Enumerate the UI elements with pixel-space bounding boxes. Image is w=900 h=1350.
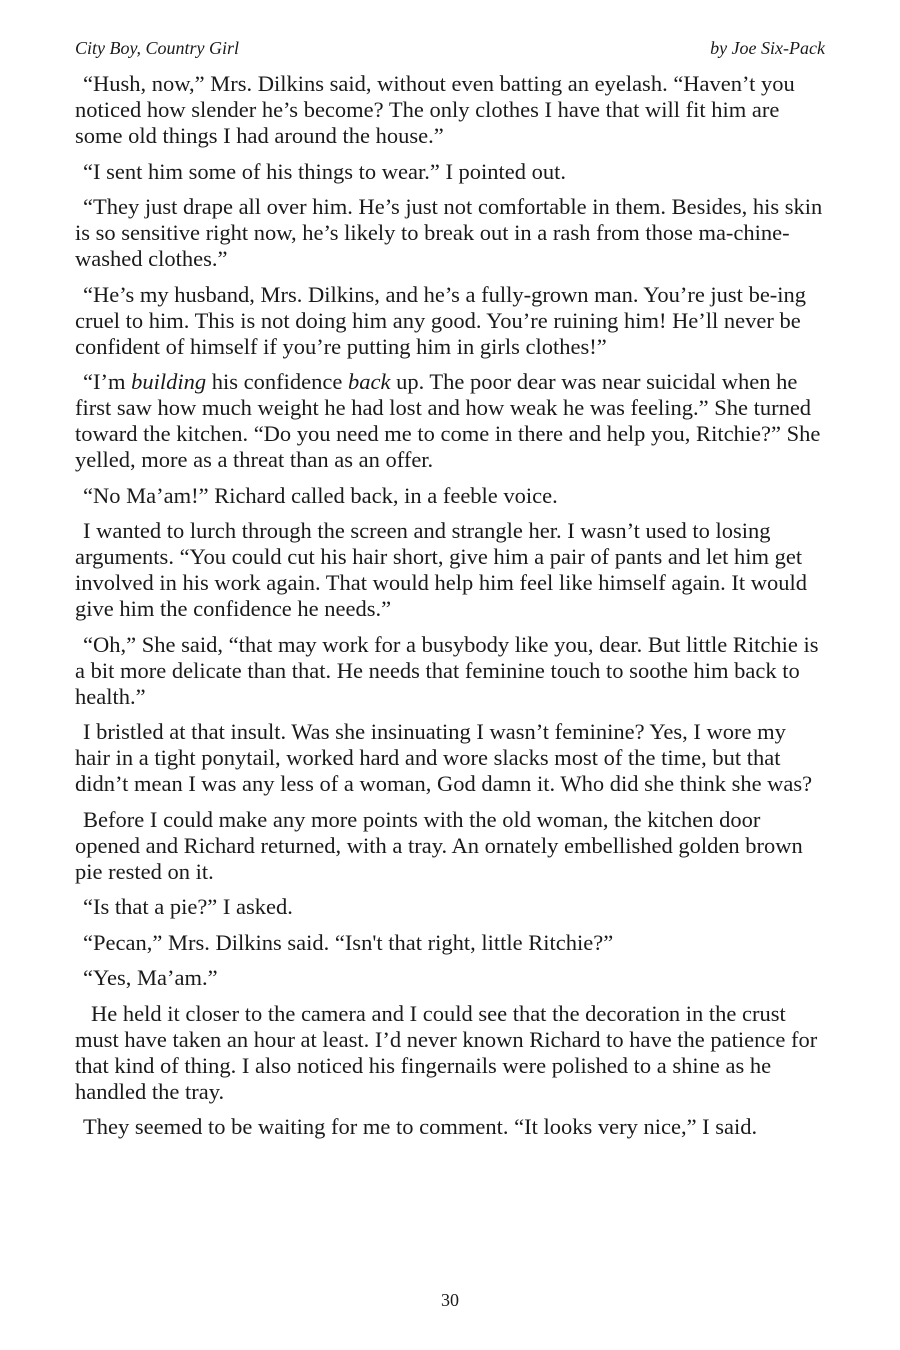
paragraph: “Is that a pie?” I asked. <box>83 894 293 919</box>
paragraph: Before I could make any more points with the old woman, the kitchen door opened and Richard returned, with a tray. An ornately embellished golden brown pie rested on it. <box>75 806 803 884</box>
paragraph: “Oh,” She said, “that may work for a busybody like you, dear. But little Ritchie is a bit more delicate than that. He needs that feminine touch to soothe him back to health.” <box>75 631 819 709</box>
paragraph: “He’s my husband, Mrs. Dilkins, and he’s a fully-grown man. You’re just be-ing cruel to him. This is not doing him any good. You’re ruining him! He’ll never be confident of himself if you’re putting him in girls clothes!” <box>75 281 807 359</box>
paragraph: I bristled at that insult. Was she insinuating I wasn’t feminine? Yes, I wore my hair in a tight ponytail, worked hard and wore slacks most of the time, but that didn’t mean I was any less of a woman, God damn it. Who did she think she was? <box>75 719 813 796</box>
paragraph: They seemed to be waiting for me to comment. “It looks very nice,” I said. <box>83 1114 758 1139</box>
book-title: City Boy, Country Girl <box>75 38 239 58</box>
paragraph: “Hush, now,” Mrs. Dilkins said, without even batting an eyelash. “Haven’t you noticed how slender he’s become? The only clothes I have that will fit him are some old things I had around the house.” <box>75 71 795 148</box>
emphasis: back <box>347 369 391 394</box>
emphasis: building <box>131 369 207 394</box>
paragraph: “I’m building his confidence back up. The poor dear was near suicidal when he first saw how much weight he had lost and how weak he was feeling.” She turned toward the kitchen. “Do you need me to come in there and help you, Ritchie?” She yelled, more as a threat than as an offer. <box>75 369 821 472</box>
paragraph: “Yes, Ma’am.” <box>83 965 218 990</box>
running-header <box>75 36 825 60</box>
page-number: 30 <box>441 1290 459 1310</box>
paragraph: “They just drape all over him. He’s just not comfortable in them. Besides, his skin is so sensitive right now, he’s likely to break out in a rash from those ma-chine-washed clothes.” <box>75 194 823 271</box>
body-text <box>75 71 825 1150</box>
paragraph: He held it closer to the camera and I could see that the decoration in the crust must have taken an hour at least. I’d never known Richard to have the patience for that kind of thing. I also noticed his fingernails were polished to a shine as he handled the tray. <box>75 1000 818 1104</box>
author-byline: by Joe Six-Pack <box>710 38 825 58</box>
paragraph: “I sent him some of his things to wear.” I pointed out. <box>83 158 567 184</box>
paragraph: “Pecan,” Mrs. Dilkins said. “Isn't that right, little Ritchie?” <box>83 929 614 955</box>
paragraph: “No Ma’am!” Richard called back, in a feeble voice. <box>83 482 558 508</box>
paragraph: I wanted to lurch through the screen and strangle her. I wasn’t used to losing arguments. “You could cut his hair short, give him a pair of pants and let him get involved in his work again. That would help him feel like himself again. It would give him the confidence he needs.” <box>75 518 807 621</box>
